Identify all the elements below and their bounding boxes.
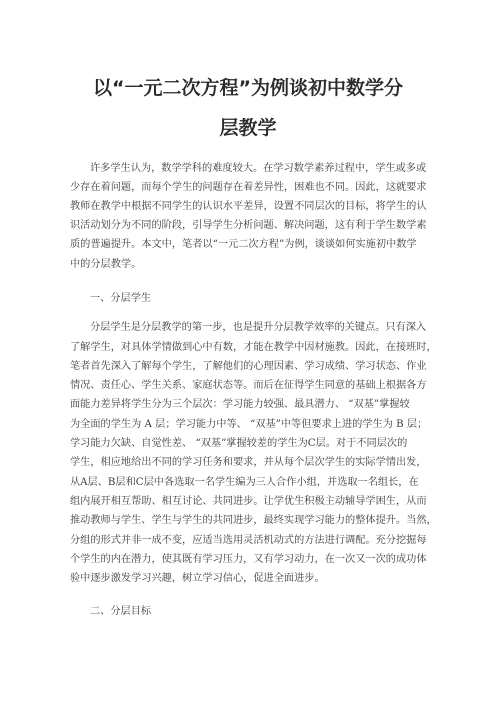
section1-paragraph-line: 为全面的学生为 A 层；学习能力中等、 “双基”中等但要求上进的学生为 B 层；: [70, 419, 428, 430]
intro-paragraph-line: 识活动划分为不同的阶段，引导学生分析问题、解决问题，这有利于学生数学素: [70, 220, 427, 231]
intro-paragraph-line: 中的分层教学。: [70, 259, 142, 270]
intro-paragraph-line: 质的普遍提升。本文中，笔者以“一元二次方程”为例，谈谈如何实施初中数学: [70, 239, 417, 250]
section-heading-layered-students: 一、分层学生: [90, 293, 152, 304]
section1-paragraph-line: 面能力差异将学生分为三个层次：学习能力较强、最具潜力、 “双基”掌握较: [70, 399, 410, 410]
section-heading-layered-goals: 二、分层目标: [90, 606, 152, 617]
document-title-line-2: 层教学: [219, 117, 277, 139]
section1-paragraph-line: 从A层、B层和C层中各选取一名学生编为三人合作小组，并选取一名组长，在: [70, 477, 419, 488]
document-title-line-1: 以“一元二次方程”为例谈初中数学分: [93, 77, 403, 99]
section1-paragraph-line: 分层学生是分层教学的第一步，也是提升分层教学效率的关键点。只有深入: [90, 322, 427, 333]
section1-paragraph-line: 个学生的内在潜力，使其既有学习压力，又有学习动力，在一次又一次的成功体: [70, 554, 427, 565]
section1-paragraph-line: 推动教师与学生、学生与学生的共同进步，最终实现学习能力的整体提升。当然，: [70, 515, 437, 526]
intro-paragraph-line: 教师在教学中根据不同学生的认识水平差异，设置不同层次的目标，将学生的认: [70, 201, 427, 212]
section1-paragraph-line: 学生，相应地给出不同的学习任务和要求，并从每个层次学生的实际学情出发，: [70, 457, 427, 468]
section1-paragraph-line: 情况、责任心、学生关系、家庭状态等。而后在征得学生同意的基础上根据各方: [70, 380, 427, 391]
section1-paragraph-line: 了解学生，对具体学情做到心中有数，才能在教学中因材施教。因此，在接班时，: [70, 342, 437, 353]
section1-paragraph-line: 分组的形式并非一成不变，应适当选用灵活机动式的方法进行调配。充分挖掘每: [70, 535, 427, 546]
section1-paragraph-line: 验中逐步激发学习兴趣，树立学习信心，促进全面进步。: [70, 573, 325, 584]
intro-paragraph-line: 许多学生认为，数学学科的难度较大。在学习数学素养过程中，学生或多或: [90, 163, 427, 174]
section1-paragraph-line: 笔者首先深入了解每个学生，了解他们的心理因素、学习成绩、学习状态、作业: [70, 361, 427, 372]
section1-paragraph-line: 组内展开相互帮助、相互讨论、共同进步。让学优生积极主动辅导学困生，从而: [70, 496, 427, 507]
intro-paragraph-line: 少存在着问题，而每个学生的问题存在着差异性，困难也不同。因此，这就要求: [70, 182, 427, 193]
section1-paragraph-line: 学习能力欠缺、自觉性差、 “双基”掌握较差的学生为C层。对于不同层次的: [70, 438, 408, 449]
